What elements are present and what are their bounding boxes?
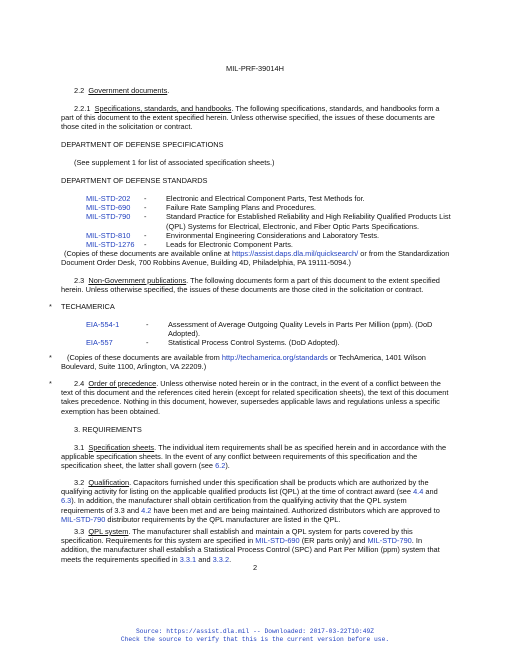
standard-id-link[interactable]: MIL-STD-1276 xyxy=(86,240,135,250)
dod-standards-table xyxy=(86,194,456,249)
row-dash: - xyxy=(144,203,147,213)
dod-standards-heading: DEPARTMENT OF DEFENSE STANDARDS xyxy=(61,176,208,185)
section-number: 2.2 xyxy=(74,86,85,95)
section-title: Qualification xyxy=(88,478,130,487)
techamerica-table xyxy=(86,320,446,348)
mil-std-790-link[interactable]: MIL-STD-790 xyxy=(367,536,412,546)
section-title: Specification sheets xyxy=(88,443,155,452)
section-3-2-paragraph: 3.2 Qualification. Capacitors furnished under this specification shall be products which are authorized by the qualifying activity for listing on the applicable qualified products list (QPL) at the time of contract award (see 4.4 and 6.3). In addition, the manufacturer shall obtain certification from the qualifying activity that the QPL system requirements of 3.3 and 4.2 have been met and are being maintained. Authorized distributors which are approved to MIL-STD-790 distributor requirements by the QPL manufacturer are listed in the QPL. xyxy=(61,478,440,524)
change-asterisk: * xyxy=(49,379,52,388)
ref-6-3-link[interactable]: 6.3 xyxy=(61,496,72,506)
dod-standard-row xyxy=(86,240,456,249)
page-number: 2 xyxy=(252,563,258,572)
standard-id-link[interactable]: MIL-STD-790 xyxy=(86,212,131,222)
section-title: Order of precedence xyxy=(88,379,157,388)
techamerica-row xyxy=(86,338,446,347)
ref-3-3-2-link[interactable]: 3.3.2 xyxy=(212,554,230,564)
row-dash: - xyxy=(144,194,147,203)
ref-4-2-link[interactable]: 4.2 xyxy=(141,505,152,515)
techamerica-standards-link[interactable]: http://techamerica.org/standards xyxy=(221,353,328,362)
section-2-2-1-paragraph: 2.2.1 Specifications, standards, and handbooks. The following specifications, standards, and handbooks form a part of this document to the extent specified herein. Unless otherwise specified, the issues of these documents are those cited in the solicitation or contract. xyxy=(61,104,440,132)
ref-4-4-link[interactable]: 4.4 xyxy=(413,487,424,497)
row-dash: - xyxy=(146,338,149,348)
ref-3-3-1-link[interactable]: 3.3.1 xyxy=(179,554,197,564)
section-title: QPL system xyxy=(88,527,129,536)
dod-standard-row xyxy=(86,212,456,230)
techamerica-row xyxy=(86,320,446,338)
standard-description: Assessment of Average Outgoing Quality Levels in Parts Per Million (ppm). (DoD Adopted). xyxy=(168,320,433,339)
section-title: Specifications, standards, and handbooks xyxy=(94,104,232,113)
standard-description: Standard Practice for Established Reliability and High Reliability Qualified Products List (QPL) Systems for Electrical, Electronic, and Fiber Optic Parts Specifications. xyxy=(166,212,451,231)
supplement-note: (See supplement 1 for list of associated specification sheets.) xyxy=(74,158,275,167)
standard-description: Leads for Electronic Component Parts. xyxy=(166,240,293,250)
assist-quicksearch-link[interactable]: https://assist.daps.dla.mil/quicksearch/ xyxy=(232,249,359,258)
section-2-3-paragraph: 2.3 Non-Government publications. The following documents form a part of this document to the extent specified herein. Unless otherwise specified, the issues of these documents are those cited in the solicitation or contract. xyxy=(61,276,440,295)
dod-standard-row xyxy=(86,203,456,212)
footer-verify-line: Check the source to verify that this is the current version before use. xyxy=(120,636,390,643)
standard-id-link[interactable]: MIL-STD-810 xyxy=(86,230,131,240)
standard-description: Failure Rate Sampling Plans and Procedures. xyxy=(166,203,316,213)
standard-id-link[interactable]: EIA-557 xyxy=(86,338,113,348)
section-title: Government documents xyxy=(88,86,168,95)
section-2-4-paragraph: 2.4 Order of precedence. Unless otherwise noted herein or in the contract, in the event of a conflict between the text of this document and the references cited herein (except for related specification sheets), the text of this document takes precedence. Nothing in this document, however, supersedes applicable laws and regulations unless a specific exemption has been obtained. xyxy=(61,379,449,416)
standard-description: Electronic and Electrical Component Parts, Test Methods for. xyxy=(166,194,365,203)
row-dash: - xyxy=(146,320,149,329)
section-2-2-heading: 2.2 Government documents. xyxy=(74,86,170,95)
standard-description: Environmental Engineering Considerations and Laboratory Tests. xyxy=(166,230,380,240)
row-dash: - xyxy=(144,212,147,222)
dod-specifications-heading: DEPARTMENT OF DEFENSE SPECIFICATIONS xyxy=(61,140,224,149)
section-3-heading: 3. REQUIREMENTS xyxy=(74,425,142,434)
change-asterisk: * xyxy=(49,302,52,311)
standard-id-link[interactable]: EIA-554-1 xyxy=(86,320,120,329)
footer-source-line: Source: https://assist.dla.mil -- Downloaded: 2017-03-22T10:49Z xyxy=(135,628,375,635)
dod-standard-row xyxy=(86,194,456,203)
section-3-3-paragraph: 3.3 QPL system. The manufacturer shall establish and maintain a QPL system for parts covered by this specification. Requirements for this system are specified in MIL-STD-690 (ER parts only) and MIL-STD-790. In addition, the manufacturer shall establish a Statistical Process Control (SPC) and Part Per Million (ppm) system that meets the requirements specified in 3.3.1 and 3.3.2. xyxy=(61,527,440,564)
standard-description: Statistical Process Control Systems. (DoD Adopted). xyxy=(168,338,340,348)
section-title: Non-Government publications xyxy=(88,276,187,285)
mil-std-790-link[interactable]: MIL-STD-790 xyxy=(61,514,106,524)
standard-id-link[interactable]: MIL-STD-690 xyxy=(86,203,131,213)
document-id-header: MIL-PRF-39014H xyxy=(226,64,284,73)
change-asterisk: * xyxy=(49,353,52,362)
dod-standard-row xyxy=(86,231,456,240)
mil-std-690-link[interactable]: MIL-STD-690 xyxy=(255,536,300,546)
copies-availability-note: (Copies of these documents are available online at https://assist.daps.dla.mil/quicksearch/ or from the Standardization Document Order Desk, 700 Robbins Avenue, Building 4D, Philadelphia, PA 19111-5094.) xyxy=(61,249,450,268)
ref-6-2-link[interactable]: 6.2 xyxy=(215,461,226,471)
techamerica-copies-note: (Copies of these documents are available from http://techamerica.org/standards or TechAmerica, 1401 Wilson Boulevard, Suite 1100, Arlington, VA 22209.) xyxy=(61,353,426,372)
section-3-1-paragraph: 3.1 Specification sheets. The individual item requirements shall be as specified herein and in accordance with the applicable specification sheets. In the event of any conflict between requirements of this specification and the specification sheet, the latter shall govern (see 6.2). xyxy=(61,443,447,471)
row-dash: - xyxy=(144,240,147,250)
row-dash: - xyxy=(144,230,147,240)
standard-id-link[interactable]: MIL-STD-202 xyxy=(86,194,131,203)
techamerica-heading: TECHAMERICA xyxy=(61,302,115,311)
